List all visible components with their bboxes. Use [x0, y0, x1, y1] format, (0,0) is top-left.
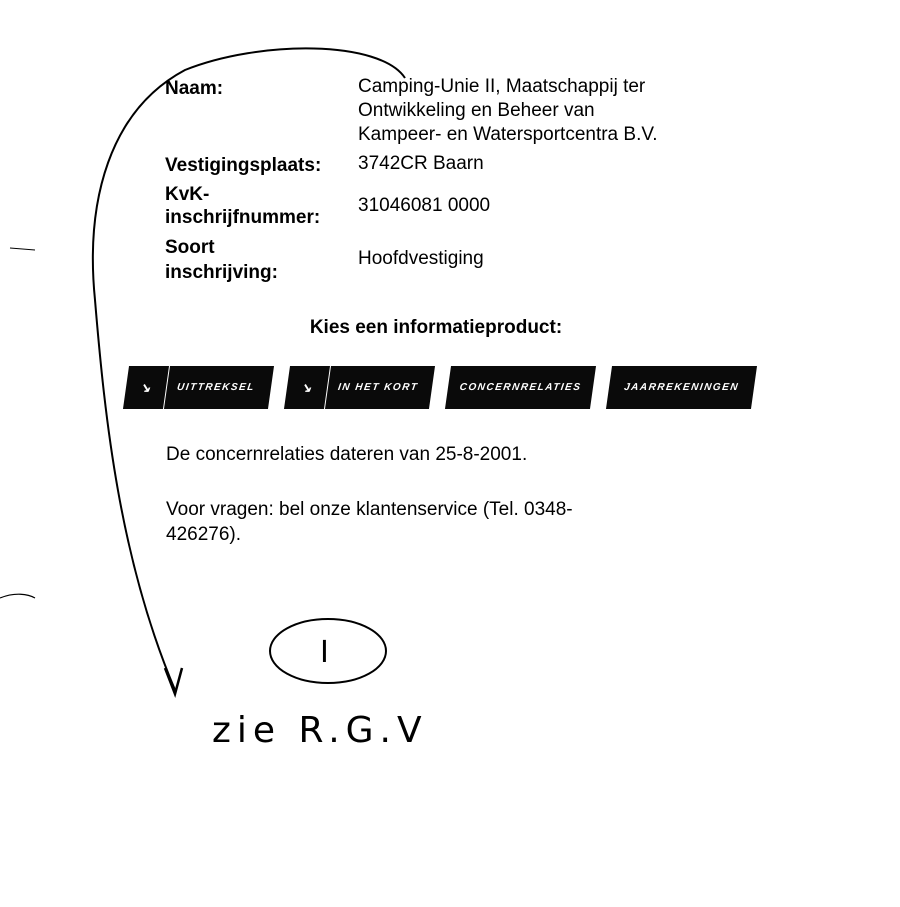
arrow-icon: ↘: [123, 366, 170, 409]
handwritten-note: zie R.G.V: [212, 710, 428, 751]
kvk-label-line1: KvK-: [165, 184, 210, 205]
naam-value-line3: Kampeer- en Watersportcentra B.V.: [358, 124, 658, 145]
arrow-icon: ↘: [284, 366, 331, 409]
handwritten-arrow-curve: [93, 48, 405, 690]
kvk-label-line2: inschrijfnummer:: [165, 207, 321, 228]
handwritten-arrow-head: [165, 668, 182, 694]
soort-label-line1: Soort: [165, 237, 215, 258]
soort-value: Hoofdvestiging: [358, 248, 484, 269]
choose-heading: Kies een informatieproduct:: [309, 317, 563, 338]
naam-label: Naam:: [165, 78, 224, 99]
contact-line2: 426276).: [166, 524, 242, 545]
date-line: De concernrelaties dateren van 25-8-2001.: [166, 444, 528, 465]
naam-value-line1: Camping-Unie II, Maatschappij ter: [358, 76, 646, 97]
circled-mark-text: I: [320, 635, 329, 670]
vestiging-label: Vestigingsplaats:: [165, 155, 322, 176]
jaarrekeningen-label: JAARREKENINGEN: [623, 382, 740, 393]
contact-line1: Voor vragen: bel onze klantenservice (Tel. 0348-: [166, 499, 573, 520]
naam-value-line2: Ontwikkeling en Beheer van: [358, 100, 595, 121]
uittreksel-label: UITTREKSEL: [176, 382, 256, 393]
in-het-kort-label: IN HET KORT: [337, 382, 419, 393]
vestiging-value: 3742CR Baarn: [358, 153, 484, 174]
soort-label-line2: inschrijving:: [165, 262, 278, 283]
scan-mark: [10, 248, 35, 250]
concernrelaties-label: CONCERNRELATIES: [458, 382, 583, 393]
kvk-value: 31046081 0000: [358, 195, 491, 216]
scan-mark: [0, 594, 35, 598]
